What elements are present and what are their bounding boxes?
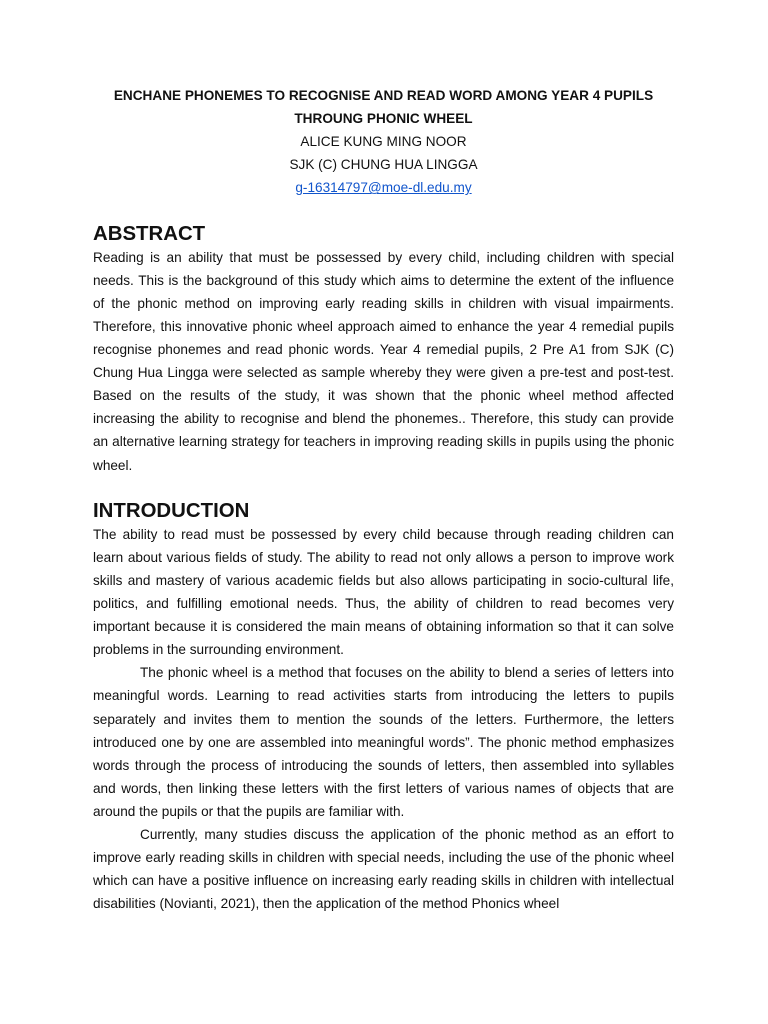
paper-title-line-1: ENCHANE PHONEMES TO RECOGNISE AND READ WORD AMONG YEAR 4 PUPILS <box>113 88 654 103</box>
introduction-paragraph-2: The phonic wheel is a method that focuses on the ability to blend a series of letters into meaningful words. Learning to read activities starts from introducing the letters to pupils separately and invites them to mention the sounds of the letters. Furthermore, the letters introduced one by one are assembled into meaningful words”. The phonic method emphasizes words through the process of introducing the sounds of letters, then assembled into syllables and words, then linking these letters with the first letters of various names of objects that are around the pupils or that the pupils are familiar with. <box>93 665 674 819</box>
author-email-link[interactable]: g-16314797@moe-dl.edu.my <box>295 180 472 196</box>
author-school: SJK (C) CHUNG HUA LINGGA <box>289 157 478 173</box>
abstract-text: Reading is an ability that must be possessed by every child, including children with special needs. This is the background of this study which aims to determine the extent of the influence of the phonic method on improving early reading skills in children with visual impairments. Therefore, this innovative phonic wheel approach aimed to enhance the year 4 remedial pupils recognise phonemes and read phonic words. Year 4 remedial pupils, 2 Pre A1 from SJK (C) Chung Hua Lingga were selected as sample whereby they were given a pre-test and post-test. Based on the results of the study, it was shown that the phonic wheel method affected increasing the ability to recognise and blend the phonemes.. Therefore, this study can provide an alternative learning strategy for teachers in improving reading skills in pupils using the phonic wheel. <box>93 249 674 473</box>
paper-title <box>93 84 674 130</box>
author-name: ALICE KUNG MING NOOR <box>300 134 467 150</box>
introduction-heading: INTRODUCTION <box>93 499 250 522</box>
introduction-paragraph-3: Currently, many studies discuss the application of the phonic method as an effort to improve early reading skills in children with special needs, including the use of the phonic wheel which can have a positive influence on increasing early reading skills in children with intellectual disabilities (Novianti, 2021), then the application of the method Phonics wheel <box>93 827 674 912</box>
document-page <box>93 84 674 915</box>
introduction-paragraph-1: The ability to read must be possessed by every child because through reading children can learn about various fields of study. The ability to read not only allows a person to improve work skills and mastery of various academic fields but also allows participating in socio-cultural life, politics, and fulfilling emotional needs. Thus, the ability of children to read becomes very important because it is considered the main means of obtaining information so that it can solve problems in the surrounding environment. <box>93 526 674 658</box>
abstract-heading: ABSTRACT <box>93 222 206 245</box>
paper-title-line-2: THROUNG PHONIC WHEEL <box>294 111 473 127</box>
